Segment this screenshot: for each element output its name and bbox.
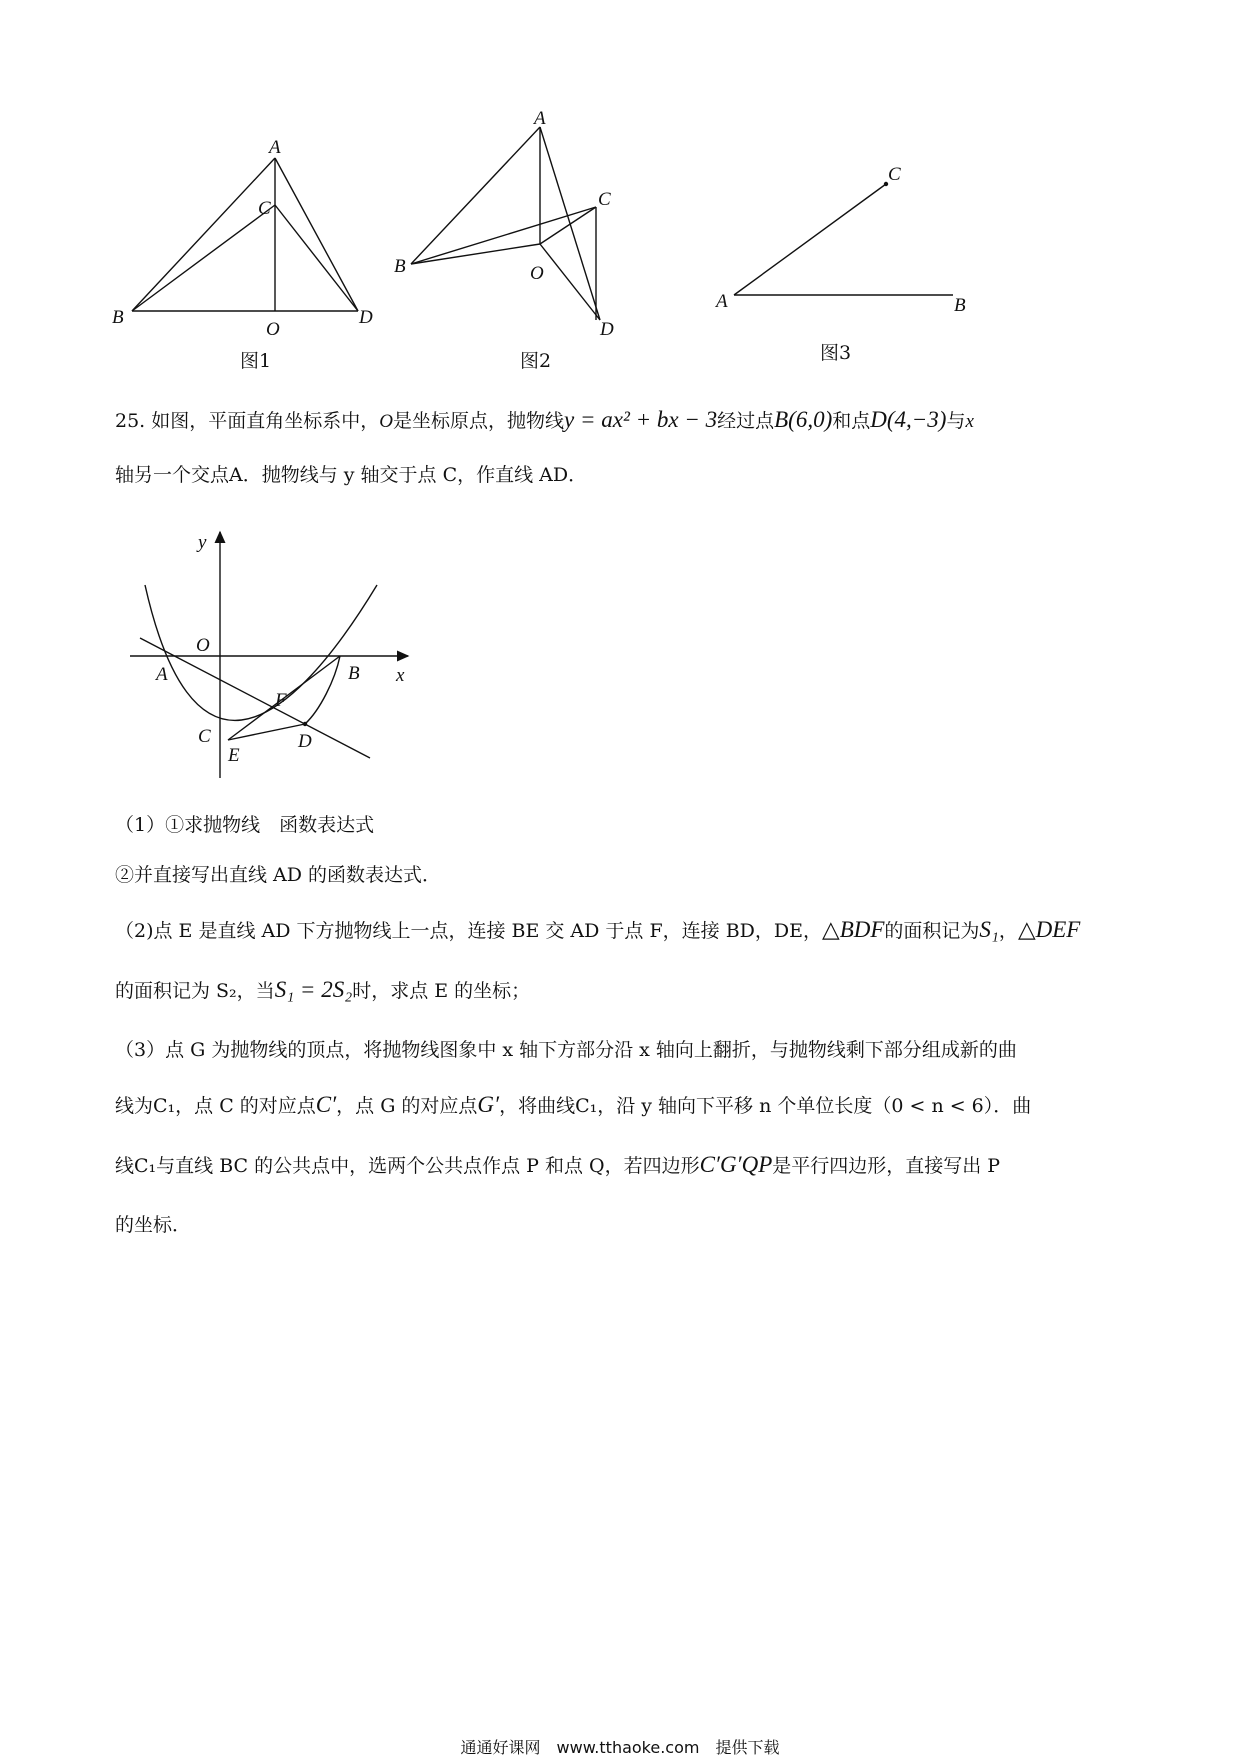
- question-3-line-4: 的坐标．: [115, 1214, 192, 1236]
- segment-db: [305, 656, 340, 724]
- label-a: A: [716, 291, 728, 312]
- question-2-line-2: 的面积记为 S₂，当S₁ = 2S₂时，求点 E 的坐标；: [115, 977, 531, 1002]
- question-3-line-3: 线C₁与直线 BC 的公共点中，选两个公共点作点 P 和点 Q，若四边形C′G′QP是平行四边形，直接写出 P: [115, 1152, 1001, 1177]
- point-d: D(4,−3): [870, 407, 947, 432]
- label-c: C: [888, 164, 901, 185]
- label-a: A: [156, 664, 168, 685]
- point-b: B(6,0): [774, 407, 833, 432]
- label-b: B: [954, 295, 966, 316]
- coordinate-graph: [130, 520, 420, 785]
- label-d: D: [600, 319, 614, 340]
- question-1-part-1: （1）①求抛物线 函数表达式: [115, 814, 375, 836]
- figure-3-caption: 图3: [820, 342, 852, 364]
- figure-3: [700, 155, 990, 370]
- label-a: A: [269, 137, 281, 158]
- axis-label-x: x: [396, 665, 405, 686]
- label-b: B: [348, 663, 360, 684]
- edge-bc: [132, 205, 275, 311]
- label-b: B: [112, 307, 124, 328]
- problem-line-2: 轴另一个交点A．抛物线与 y 轴交于点 C，作直线 AD．: [115, 464, 588, 486]
- label-o: O: [196, 635, 210, 656]
- label-d: D: [359, 307, 373, 328]
- axis-label-y: y: [198, 532, 207, 553]
- label-c: C: [598, 189, 611, 210]
- edge-ad: [275, 158, 358, 311]
- figure-1-caption: 图1: [240, 350, 272, 372]
- label-d: D: [298, 731, 312, 752]
- label-e: E: [228, 745, 240, 766]
- point-d-dot: [303, 722, 307, 726]
- edge-cd: [275, 205, 358, 311]
- question-3-line-2: 线为C₁，点 C 的对应点C′，点 G 的对应点G′，将曲线C₁，沿 y 轴向下平移 n 个单位长度（0 < n < 6）．曲: [115, 1092, 1032, 1117]
- figure-1: [100, 135, 400, 375]
- question-3-line-1: （3）点 G 为抛物线的顶点，将抛物线图象中 x 轴下方部分沿 x 轴向上翻折，与抛物线剩下部分组成新的曲: [115, 1039, 1017, 1061]
- parabola: [145, 585, 377, 720]
- question-2-line-1: （2)点 E 是直线 AD 下方抛物线上一点，连接 BE 交 AD 于点 F，连接 BD，DE，△BDF的面积记为S₁，△DEF: [115, 917, 1081, 942]
- question-1-part-2: ②并直接写出直线 AD 的函数表达式．: [115, 864, 442, 886]
- edge-ba: [132, 158, 275, 311]
- footer-watermark: 通通好课网 www.tthaoke.com 提供下载: [460, 1738, 780, 1757]
- label-o: O: [266, 319, 280, 340]
- edge-od: [540, 244, 600, 320]
- label-b: B: [394, 256, 406, 277]
- label-o: O: [530, 263, 544, 284]
- label-a: A: [534, 110, 546, 129]
- label-c: C: [198, 726, 211, 747]
- figure-2: [390, 110, 650, 375]
- edge-bo: [411, 244, 540, 264]
- problem-line-1: 25. 如图，平面直角坐标系中，O是坐标原点，抛物线y = ax² + bx − 3经过点B(6,0)和点D(4,−3)与x: [115, 407, 974, 432]
- parabola-formula: y = ax² + bx − 3: [564, 407, 718, 432]
- label-f: F: [275, 690, 287, 711]
- figure-2-caption: 图2: [520, 350, 552, 372]
- label-c: C: [258, 198, 271, 219]
- edge-oc: [540, 207, 596, 244]
- segment-ac: [734, 184, 886, 295]
